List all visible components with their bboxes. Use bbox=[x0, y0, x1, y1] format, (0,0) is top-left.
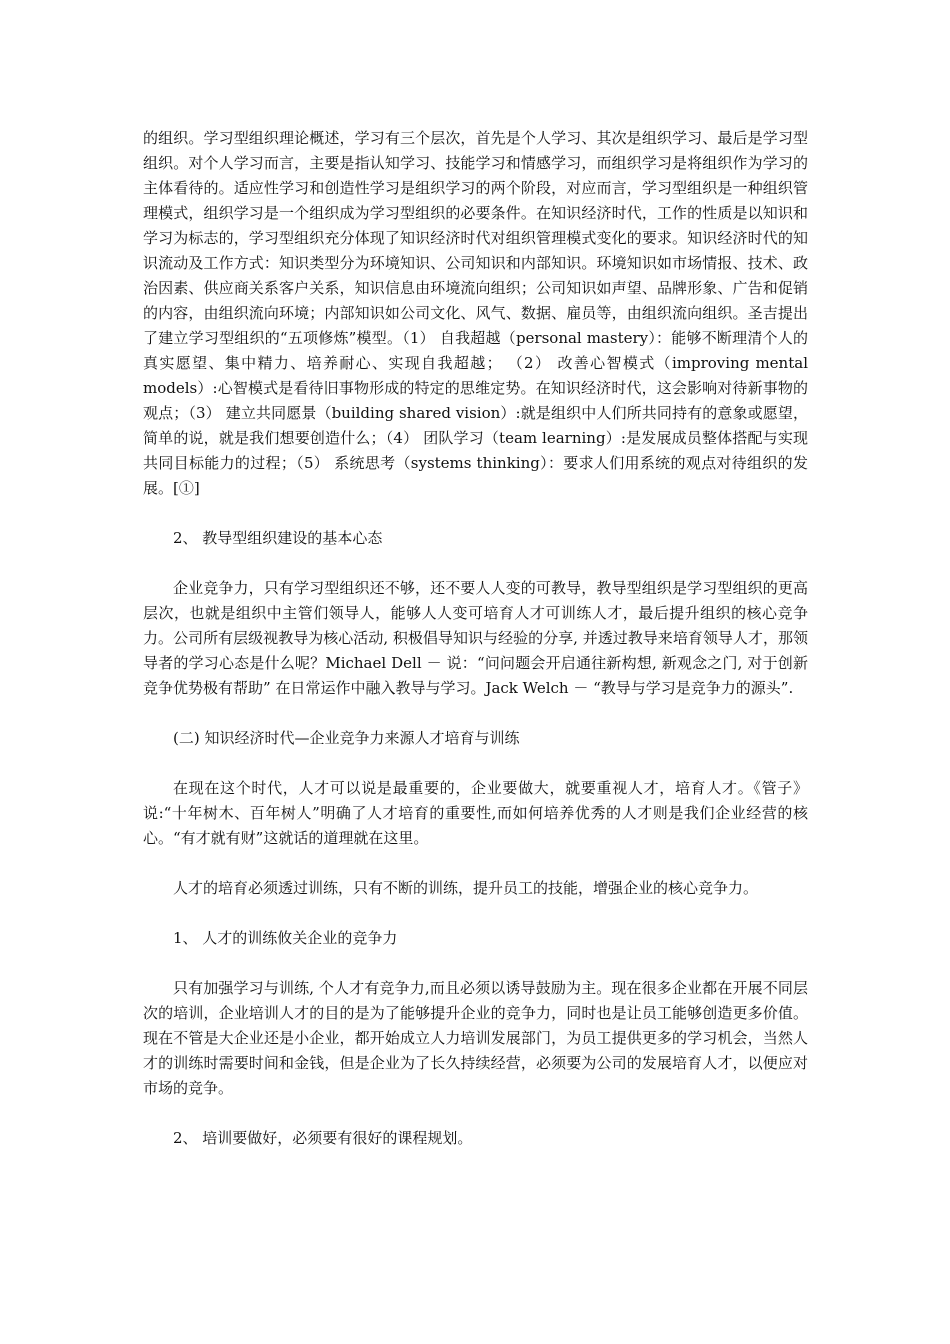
heading-training-competitiveness: 1、 人才的训练攸关企业的竞争力 bbox=[173, 929, 398, 947]
paragraph-training-competitiveness: 只有加强学习与训练, 个人才有竞争力,而且必须以诱导鼓励为主。现在很多企业都在开展不同层次的培训，企业培训人才的目的是为了能够提升企业的竞争力，同时也是让员工能够创造更多价值。现在不管是大企业还是小企业，都开始成立人力培训发展部门，为员工提供更多的学习机会，当然人才的训练时需要时间和金钱，但是企业为了长久持续经营，必须要为公司的发展培育人才，以便应对市场的竞争。 bbox=[143, 979, 808, 1097]
heading-talent-training: (二) 知识经济时代—企业竞争力来源人才培育与训练 bbox=[173, 729, 520, 747]
paragraph-training-necessity: 人才的培育必须透过训练，只有不断的训练，提升员工的技能，增强企业的核心竞争力。 bbox=[173, 879, 759, 897]
paragraph-talent-importance: 在现在这个时代，人才可以说是最重要的，企业要做大，就要重视人才，培育人才。《管子》说:“十年树木、百年树人”明确了人才培育的重要性,而如何培养优秀的人才则是我们企业经营的核心。“有才就有财”这就话的道理就在这里。 bbox=[143, 779, 808, 847]
heading-course-planning: 2、 培训要做好，必须要有很好的课程规划。 bbox=[173, 1129, 473, 1147]
document-page bbox=[143, 126, 808, 1176]
heading-coaching-organization: 2、 教导型组织建设的基本心态 bbox=[173, 529, 383, 547]
paragraph-learning-organization: 的组织。学习型组织理论概述，学习有三个层次，首先是个人学习、其次是组织学习、最后是学习型组织。对个人学习而言，主要是指认知学习、技能学习和情感学习，而组织学习是将组织作为学习的主体看待的。适应性学习和创造性学习是组织学习的两个阶段，对应而言，学习型组织是一种组织管理模式，组织学习是一个组织成为学习型组织的必要条件。在知识经济时代，工作的性质是以知识和学习为标志的，学习型组织充分体现了知识经济时代对组织管理模式变化的要求。知识经济时代的知识流动及工作方式：知识类型分为环境知识、公司知识和内部知识。环境知识如市场情报、技术、政治因素、供应商关系客户关系，知识信息由环境流向组织；公司知识如声望、品牌形象、广告和促销的内容，由组织流向环境；内部知识如公司文化、风气、数据、雇员等，由组织流向组织。圣吉提出了建立学习型组织的“五项修炼”模型。（1） 自我超越（personal mastery）：能够不断理清个人的真实愿望、集中精力、培养耐心、实现自我超越； （2） 改善心智模式（improving mental models）:心智模式是看待旧事物形成的特定的思维定势。在知识经济时代，这会影响对待新事物的观点；（3） 建立共同愿景（building shared vision）:就是组织中人们所共同持有的意象或愿望，简单的说，就是我们想要创造什么；（4） 团队学习（team learning）:是发展成员整体搭配与实现共同目标能力的过程；（5） 系统思考（systems thinking）：要求人们用系统的观点对待组织的发展。[①] bbox=[143, 129, 808, 497]
paragraph-coaching-organization: 企业竞争力，只有学习型组织还不够，还不要人人变的可教导，教导型组织是学习型组织的更高层次，也就是组织中主管们领导人，能够人人变可培育人才可训练人才，最后提升组织的核心竞争力。公司所有层级视教导为核心活动, 积极倡导知识与经验的分享, 并透过教导来培育领导人才，那领导者的学习心态是什么呢？Michael Dell － 说：“问问题会开启通往新构想, 新观念之门, 对于创新竞争优势极有帮助” 在日常运作中融入教导与学习。Jack Welch － “教导与学习是竞争力的源头”. bbox=[143, 579, 808, 697]
